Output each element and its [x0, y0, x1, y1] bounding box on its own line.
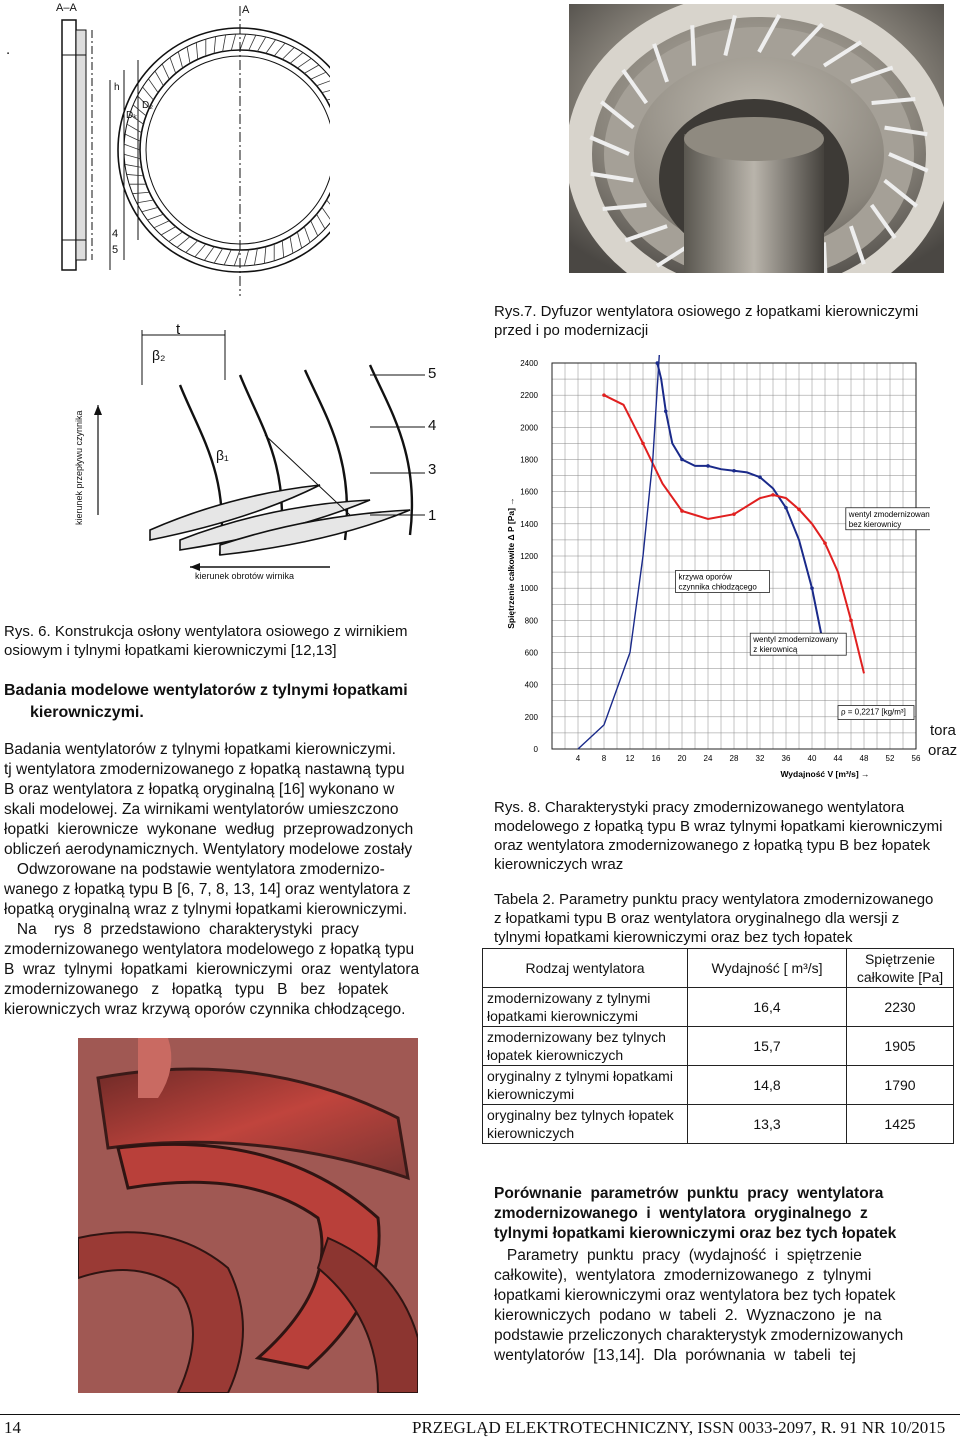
paragraph-line: łopatki kierownicze wykonane według przeprowadzonych	[4, 821, 414, 838]
page-dot: .	[6, 41, 11, 58]
data-point	[602, 393, 606, 397]
fig6-caption-line1: Rys. 6. Konstrukcja osłony wentylatora osiowego z wirnikiem	[4, 623, 408, 640]
left-paragraph	[4, 740, 474, 1020]
drawing-label-5: 5	[112, 244, 119, 256]
x-tick-label: 4	[575, 754, 581, 763]
y-tick-label: 2400	[520, 359, 538, 368]
table-cell-type: zmodernizowany z tylnymi łopatkami kierowniczymi	[483, 988, 688, 1027]
diffuser-drawing	[30, 0, 330, 300]
table-cell-pressure: 1905	[847, 1027, 954, 1066]
section-heading	[4, 680, 474, 724]
y-tick-label: 1000	[520, 584, 538, 594]
comparison-paragraph	[494, 1246, 960, 1366]
x-axis-label: Wydajność V [m³/s] →	[780, 769, 870, 779]
annotation-no-vanes-text: wentyl zmodernizowany	[848, 509, 930, 519]
drawing-label-a: A	[242, 4, 250, 16]
table-cell-type: zmodernizowany bez tylnych łopatek kierowniczych	[483, 1027, 688, 1066]
label-1: 1	[428, 507, 437, 524]
paragraph-line: Na rys 8 przedstawiono charakterystyki pracy	[4, 921, 359, 938]
table-header-type: Rodzaj wentylatora	[483, 949, 688, 988]
drawing-label-4: 4	[112, 228, 119, 240]
fig7-caption	[494, 302, 960, 340]
journal-footer: PRZEGLĄD ELEKTROTECHNICZNY, ISSN 0033-2097, R. 91 NR 10/2015	[412, 1418, 946, 1437]
heading-line: Porównanie parametrów punktu pracy wentylatora	[494, 1185, 884, 1202]
fig8-caption-line3: oraz wentylatora zmodernizowanego z łopatką typu B bez łopatek	[494, 837, 931, 854]
heading-line: tylnymi łopatkami kierowniczymi oraz bez tych łopatek	[494, 1225, 897, 1242]
heading-line: zmodernizowanego i wentylatora oryginalnego z	[494, 1205, 868, 1222]
data-point	[706, 464, 710, 468]
data-point	[732, 512, 736, 516]
table-cell-pressure: 1790	[847, 1066, 954, 1105]
data-point	[664, 409, 668, 413]
fig8-caption	[494, 798, 960, 874]
paragraph-line: kierowniczych podano w tabeli 2. Wyznaczono je na	[494, 1307, 882, 1324]
annotation-with-vanes-text: z kierownicą	[753, 645, 798, 655]
vanes-photo	[78, 1038, 418, 1393]
y-axis-label: Spiętrzenie całkowite Δ P [Pa] →	[506, 497, 516, 629]
label-5: 5	[428, 365, 437, 382]
annotation-resistance-text: czynnika chłodzącego	[678, 582, 757, 592]
x-tick-label: 32	[755, 754, 765, 763]
label-flow-direction: kierunek przepływu czynnika	[74, 410, 84, 525]
table-row	[483, 988, 954, 1027]
table2	[482, 948, 954, 1144]
y-tick-label: 1400	[520, 519, 538, 529]
data-point	[810, 586, 814, 590]
table-cell-flow: 14,8	[688, 1066, 847, 1105]
annotation-no-vanes-text: bez kierownicy	[848, 519, 902, 529]
fig7-caption-line2: przed i po modernizacji	[494, 322, 649, 339]
table-header-row	[483, 949, 954, 988]
label-t: t	[176, 321, 181, 338]
paragraph-line: wentylatorów [13,14]. Dla porównania w tabeli tej	[494, 1347, 856, 1364]
x-tick-label: 40	[807, 754, 817, 763]
x-tick-label: 44	[833, 754, 843, 763]
x-tick-label: 52	[885, 754, 895, 763]
fig6-caption-line2: osiowym i tylnymi łopatkami kierowniczymi [12,13]	[4, 642, 337, 659]
table-header-pressure: Spiętrzenie całkowite [Pa]	[847, 949, 954, 988]
cutoff-fragment-1: tora	[930, 722, 956, 739]
paragraph-line: tj wentylatora zmodernizowanego z łopatką nastawną typu	[4, 761, 405, 778]
data-point	[797, 508, 801, 512]
drawing-label-dk: Dₖ	[126, 110, 138, 121]
paragraph-line: B oraz wentylatora z łopatką oryginalną [16] wykonano w	[4, 781, 395, 798]
cutoff-fragment-2: oraz	[928, 742, 958, 759]
table2-caption-line2: z łopatkami typu B oraz wentylatora oryginalnego dla wersji z	[494, 910, 900, 927]
diffuser-photo	[569, 4, 944, 273]
fig6-caption	[4, 622, 470, 660]
annotation-with-vanes-text: wentyl zmodernizowany	[753, 635, 839, 645]
y-tick-label: 800	[524, 616, 538, 626]
paragraph-line: kierowniczych wraz krzywą oporów czynnika chłodzącego.	[4, 1001, 406, 1018]
paragraph-line: obliczeń aerodynamicznych. Wentylatory modelowe zostały	[4, 841, 413, 858]
label-beta2: β₂	[152, 347, 166, 363]
table-cell-pressure: 2230	[847, 988, 954, 1027]
y-tick-label: 200	[524, 712, 538, 722]
table-cell-flow: 15,7	[688, 1027, 847, 1066]
table-cell-type: oryginalny z tylnymi łopatkami kierowniczymi	[483, 1066, 688, 1105]
fig7-caption-line1: Rys.7. Dyfuzor wentylatora osiowego z łopatkami kierowniczymi	[494, 303, 919, 320]
label-4: 4	[428, 417, 437, 434]
table2-caption-line1: Tabela 2. Parametry punktu pracy wentylatora zmodernizowanego	[494, 891, 934, 908]
data-point	[849, 619, 853, 623]
data-point	[758, 475, 762, 479]
data-point	[823, 541, 827, 545]
x-tick-label: 24	[703, 754, 713, 763]
table-cell-type: oryginalny bez tylnych łopatek kierowniczych	[483, 1105, 688, 1144]
data-point	[732, 469, 736, 473]
y-tick-label: 0	[533, 745, 538, 754]
paragraph-line: podstawie przeliczonych charakterystyk zmodernizowanych	[494, 1327, 904, 1344]
y-tick-label: 600	[524, 648, 538, 658]
label-beta1: β₁	[216, 447, 229, 463]
x-tick-label: 16	[651, 754, 661, 763]
paragraph-line: łopatkami kierowniczymi oraz wentylatora bez tych łopatek	[494, 1287, 896, 1304]
fig8-caption-line1: Rys. 8. Charakterystyki pracy zmodernizowanego wentylatora	[494, 799, 905, 816]
paragraph-line: skali modelowej. Za wirnikami wentylatorów umieszczono	[4, 801, 399, 818]
drawing-label-d2: D₂	[142, 100, 154, 111]
label-rotation-direction: kierunek obrotów wirnika	[195, 571, 295, 581]
y-tick-label: 2000	[520, 423, 538, 433]
paragraph-line: wanego z łopatką typu B [6, 7, 8, 13, 14] oraz wentylatora z	[4, 881, 411, 898]
paragraph-line: zmodernizowanego wentylatora modelowego z łopatką typu	[4, 941, 415, 958]
x-tick-label: 36	[781, 754, 791, 763]
table-cell-pressure: 1425	[847, 1105, 954, 1144]
page-number: 14	[4, 1418, 21, 1437]
paragraph-line: łopatką oryginalną wraz z tylnymi łopatkami kierowniczymi.	[4, 901, 408, 918]
x-tick-label: 48	[859, 754, 869, 763]
series-line	[578, 355, 659, 749]
comparison-heading	[494, 1184, 960, 1244]
table2-caption	[494, 890, 960, 947]
y-tick-label: 1200	[520, 552, 538, 561]
table-cell-flow: 16,4	[688, 988, 847, 1027]
paragraph-line: zmodernizowanego z łopatką typu B bez łopatek	[4, 981, 389, 998]
x-tick-label: 12	[625, 754, 635, 763]
table-header-flow: Wydajność [ m³/s]	[688, 949, 847, 988]
blade-drawing	[70, 315, 470, 590]
x-tick-label: 8	[601, 754, 607, 763]
annotation-density-text: ρ = 0,2217 [kg/m³]	[841, 707, 906, 717]
table-cell-flow: 13,3	[688, 1105, 847, 1144]
table-row	[483, 1066, 954, 1105]
paragraph-line: Parametry punktu pracy (wydajność i spiętrzenie	[494, 1247, 862, 1264]
section-heading-line1: Badania modelowe wentylatorów z tylnymi łopatkami	[4, 682, 408, 699]
data-point	[784, 506, 788, 510]
paragraph-line: Odwzorowane na podstawie wentylatora zmodernizo-	[4, 861, 385, 878]
fig8-caption-line2: modelowego z łopatką typu B wraz tylnymi łopatkami kierowniczymi	[494, 818, 943, 835]
footer-rule	[0, 1414, 960, 1415]
fig8-caption-line4: kierowniczych wraz	[494, 856, 624, 873]
table2-caption-line3: tylnymi łopatkami kierowniczymi oraz bez tych łopatek	[494, 929, 853, 946]
performance-chart	[490, 345, 930, 790]
y-tick-label: 2200	[520, 391, 538, 401]
x-tick-label: 28	[729, 754, 739, 763]
data-point	[641, 442, 645, 446]
section-heading-line2: kierowniczymi.	[30, 704, 144, 721]
drawing-label-aa: A–A	[56, 2, 77, 14]
table-row	[483, 1105, 954, 1144]
x-tick-label: 56	[911, 754, 921, 763]
paragraph-line: B wraz tylnymi łopatkami kierowniczymi oraz wentylatora	[4, 961, 420, 978]
annotation-resistance-text: krzywa oporów	[678, 572, 732, 582]
data-point	[680, 458, 684, 462]
y-tick-label: 1600	[520, 487, 538, 497]
drawing-label-h: h	[114, 82, 120, 93]
label-3: 3	[428, 461, 437, 478]
table-row	[483, 1027, 954, 1066]
x-tick-label: 20	[677, 754, 687, 763]
paragraph-line: Badania wentylatorów z tylnymi łopatkami kierowniczymi.	[4, 741, 396, 758]
data-point	[771, 493, 775, 497]
y-tick-label: 400	[524, 680, 538, 690]
paragraph-line: całkowite), wentylatora zmodernizowanego z tylnymi	[494, 1267, 872, 1284]
data-point	[680, 509, 684, 513]
y-tick-label: 1800	[520, 455, 538, 465]
